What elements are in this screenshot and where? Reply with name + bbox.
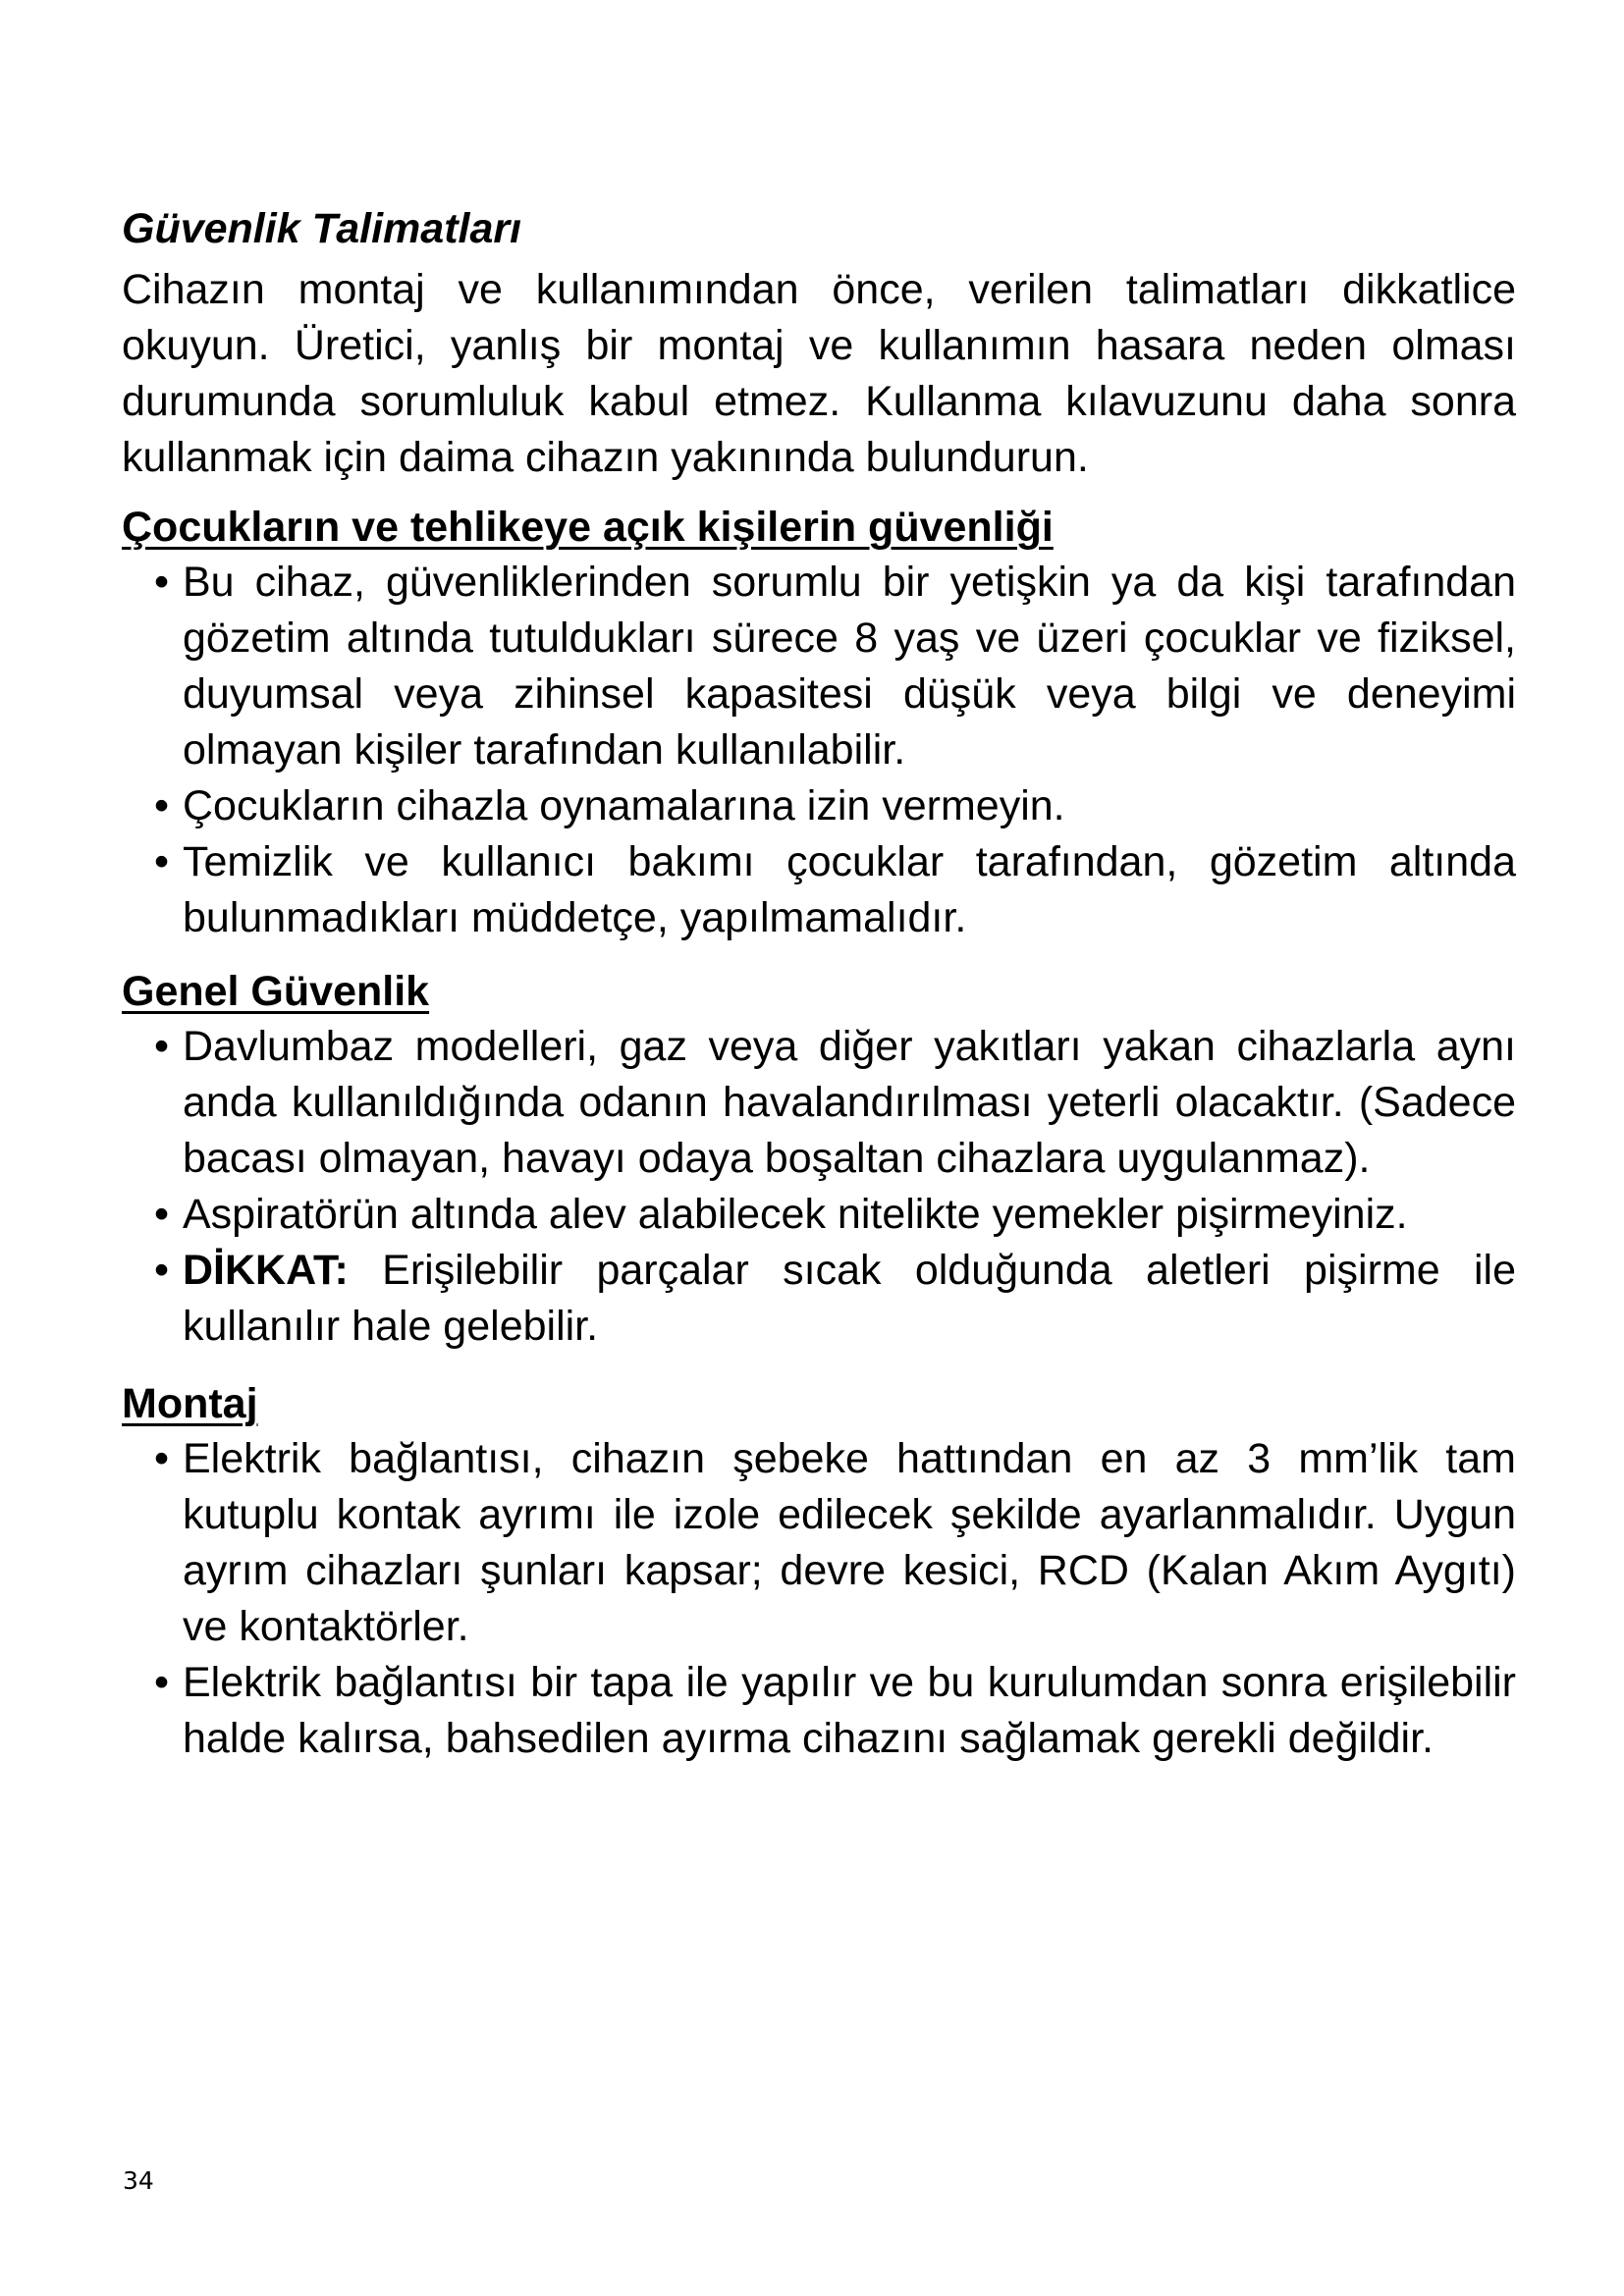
section-heading-general-safety: Genel Güvenlik [122, 968, 430, 1015]
section-heading-installation: Montaj [122, 1380, 258, 1427]
list-item-text: Elektrik bağlantısı bir tapa ile yapılır ve bu kurulumdan sonra erişilebilir halde kalırsa, bahsedilen ayırma cihazını sağlamak gerekli değildir. [183, 1659, 1516, 1762]
bullet-icon: • [154, 1191, 170, 1238]
bullet-icon: • [154, 1247, 170, 1294]
list-item-text: Davlumbaz modelleri, gaz veya diğer yakıtları yakan cihazlarla aynı anda kullanıldığında odanın havalandırılması yeterli olacaktır. (Sadece bacası olmayan, havayı odaya boşaltan cihazlara uygulanmaz). [183, 1023, 1516, 1182]
list-item-text: Erişilebilir parçalar sıcak olduğunda aletleri pişirme ile kullanılır hale gelebilir. [183, 1247, 1516, 1350]
installation-list [122, 1431, 1516, 1767]
bullet-icon: • [154, 1023, 170, 1070]
list-item-text: Çocukların cihazla oynamalarına izin vermeyin. [183, 782, 1065, 829]
bullet-icon: • [154, 559, 170, 606]
list-item [122, 1019, 1516, 1187]
list-item [122, 1431, 1516, 1655]
list-item [122, 555, 1516, 778]
list-item-text: Temizlik ve kullanıcı bakımı çocuklar tarafından, gözetim altında bulunmadıkları müddetçe, yapılmamalıdır. [183, 838, 1516, 941]
page-title: Güvenlik Talimatları [122, 205, 522, 252]
bullet-icon: • [154, 838, 170, 885]
document-page [122, 201, 1516, 1767]
page-number: 34 [123, 2166, 154, 2195]
list-item-text: Bu cihaz, güvenliklerinden sorumlu bir yetişkin ya da kişi tarafından gözetim altında tutuldukları sürece 8 yaş ve üzeri çocuklar ve fiziksel, duyumsal veya zihinsel kapasitesi düşük veya bilgi ve deneyimi olmayan kişiler tarafından kullanılabilir. [183, 559, 1516, 774]
list-item [122, 834, 1516, 946]
section-heading-children-safety: Çocukların ve tehlikeye açık kişilerin güvenliği [122, 504, 1054, 551]
bullet-icon: • [154, 782, 170, 829]
children-safety-list [122, 555, 1516, 946]
list-item-text: Aspiratörün altında alev alabilecek nitelikte yemekler pişirmeyiniz. [183, 1191, 1408, 1238]
list-item [122, 1655, 1516, 1767]
warning-label: DİKKAT: [183, 1247, 349, 1294]
bullet-icon: • [154, 1435, 170, 1482]
general-safety-list [122, 1019, 1516, 1355]
list-item [122, 1243, 1516, 1355]
list-item [122, 778, 1516, 834]
list-item [122, 1187, 1516, 1243]
list-item-text: Elektrik bağlantısı, cihazın şebeke hattından en az 3 mm’lik tam kutuplu kontak ayrımı ile izole edilecek şekilde ayarlanmalıdır. Uygun ayrım cihazları şunları kapsar; devre kesici, RCD (Kalan Akım Aygıtı) ve kontaktörler. [183, 1435, 1516, 1650]
bullet-icon: • [154, 1659, 170, 1706]
intro-paragraph: Cihazın montaj ve kullanımından önce, verilen talimatları dikkatlice okuyun. Üretici, yanlış bir montaj ve kullanımın hasara neden olması durumunda sorumluluk kabul etmez. Kullanma kılavuzunu daha sonra kullanmak için daima cihazın yakınında bulundurun. [122, 266, 1516, 481]
